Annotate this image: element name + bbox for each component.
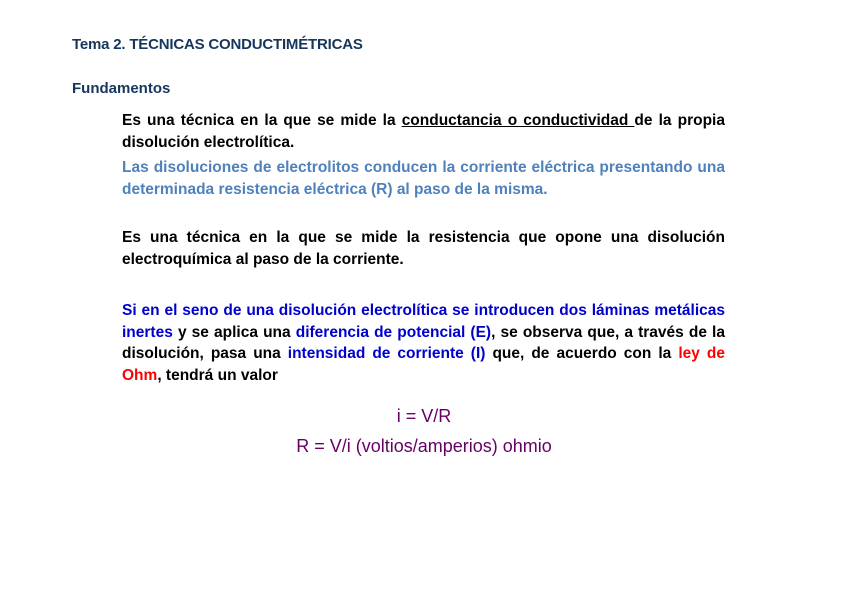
paragraph-text: Es una técnica en la que se mide la xyxy=(122,112,402,129)
paragraph-text: , se observa que, a través de la disolución, pasa una xyxy=(122,323,725,362)
paragraph-ohm-law xyxy=(122,300,725,386)
formula-resistance: R = V/i (voltios/amperios) ohmio xyxy=(296,436,552,456)
paragraph-electrolytes: Las disoluciones de electrolitos conducen la corriente eléctrica presentando una determinada resistencia eléctrica (R) al paso de la misma. xyxy=(122,159,725,198)
paragraph-text: , tendrá un valor xyxy=(157,366,278,384)
paragraph-text: y se aplica una xyxy=(172,323,296,341)
paragraph-conductance xyxy=(122,110,725,153)
highlight-term: diferencia de potencial (E) xyxy=(295,323,492,341)
highlight-term: intensidad de corriente (I) xyxy=(287,345,486,362)
section-heading: Fundamentos xyxy=(72,80,171,97)
ohm-law-term: ley de Ohm xyxy=(122,345,725,384)
paragraph-text: que, de acuerdo con la xyxy=(485,345,679,362)
formula-current: i = V/R xyxy=(396,406,452,426)
highlight-term: dos láminas metálicas inertes xyxy=(122,302,725,341)
paragraph-text: Si en el seno de una disolución electrolítica se introducen xyxy=(122,302,560,319)
page-title: Tema 2. TÉCNICAS CONDUCTIMÉTRICAS xyxy=(72,36,363,53)
paragraph-text: de la propia disolución electrolítica. xyxy=(122,112,725,151)
underlined-term: conductancia o conductividad xyxy=(401,112,635,129)
paragraph-resistance: Es una técnica en la que se mide la resistencia que opone una disolución electroquímica al paso de la corriente. xyxy=(122,229,725,268)
